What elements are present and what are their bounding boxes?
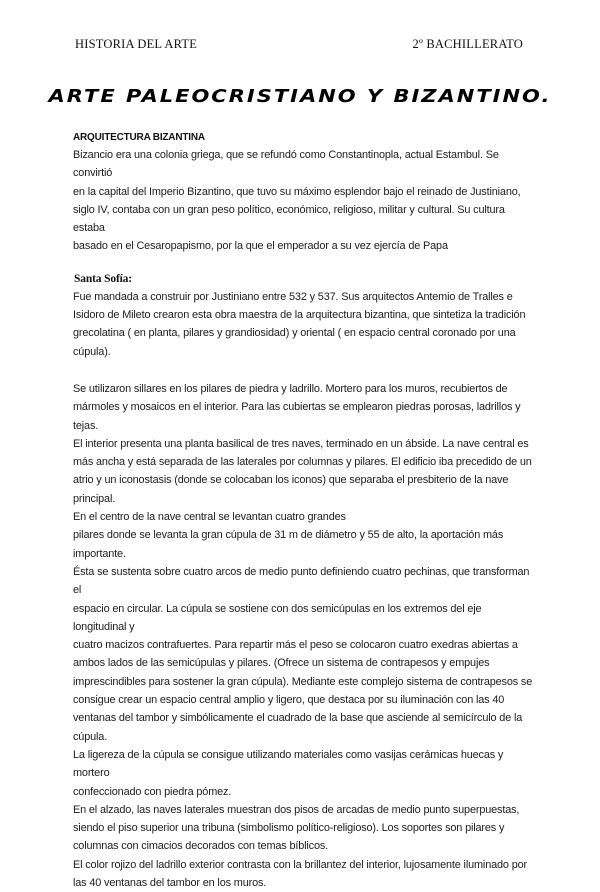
text-line: Fue mandada a construir por Justiniano entre 532 y 537. Sus arquitectos Antemio de Tralles e <box>73 290 513 303</box>
text-line: ventanas del tambor y simbólicamente el cuadrado de la base que asciende al semicírculo de la <box>73 712 523 725</box>
text-line: cúpula). <box>73 345 111 358</box>
text-line: espacio en circular. La cúpula se sostiene con dos semicúpulas en los extremos del eje longitudinal y <box>73 602 482 633</box>
text-line: confeccionado con piedra pómez. <box>73 785 232 798</box>
text-line: atrio y un iconostasis (donde se colocaban los iconos) que separaba el presbiterio de la nave <box>73 474 509 487</box>
text-line: Ésta se sustenta sobre cuatro arcos de medio punto definiendo cuatro pechinas, que transforman el <box>73 565 530 597</box>
text-line: En el alzado, las naves laterales muestran dos pisos de arcadas de medio punto superpuestas, <box>73 803 520 816</box>
text-line: El interior presenta una planta basilical de tres naves, terminado en un ábside. La nave central es <box>73 437 529 450</box>
santa-sofia-heading: Santa Sofía: <box>74 272 132 285</box>
text-line: grecolatina ( en planta, pilares y grandiosidad) y oriental ( en espacio central coronado por una <box>73 327 516 340</box>
text-line: La ligereza de la cúpula se consigue utilizando materiales como vasijas cerámicas huecas y mortero <box>73 748 504 780</box>
text-line: en la capital del Imperio Bizantino, que tuvo su máximo esplendor bajo el reinado de Justiniano, <box>73 185 521 198</box>
paragraph-spacer <box>73 361 533 380</box>
text-line: basado en el Cesaropapismo, por la que el emperador a su vez ejercía de Papa <box>73 240 448 253</box>
text-line: columnas con cimacios decorados con temas bíblicos. <box>73 840 329 853</box>
santa-sofia-paragraph-1 <box>73 288 533 361</box>
text-line: siglo IV, contaba con un gran peso político, económico, religioso, militar y cultural. Su cultura estaba <box>73 203 505 235</box>
santa-sofia-paragraph-2 <box>73 380 533 892</box>
text-line: Bizancio era una colonia griega, que se refundó como Constantinopla, actual Estambul. Se convirtió <box>73 149 499 180</box>
text-line: más ancha y está separada de las laterales por columnas y pilares. El edificio iba precedido de un <box>73 456 532 469</box>
intro-paragraph <box>73 146 533 256</box>
page-title: ARTE PALEOCRISTIANO Y BIZANTINO. <box>48 85 552 107</box>
text-line: En el centro de la nave central se levantan cuatro grandes <box>73 511 346 524</box>
section-heading: ARQUITECTURA BIZANTINA <box>73 132 205 143</box>
text-line: Se utilizaron sillares en los pilares de piedra y ladrillo. Mortero para los muros, recubiertos de <box>73 382 508 395</box>
text-line: principal. <box>73 492 116 505</box>
text-line: imprescindibles para sostener la gran cúpula). Mediante este complejo sistema de contrapesos se <box>73 675 533 688</box>
text-line: El color rojizo del ladrillo exterior contrasta con la brillantez del interior, lujosamente iluminado por <box>73 858 527 871</box>
text-line: pilares donde se levanta la gran cúpula de 31 m de diámetro y 55 de alto, la aportación más <box>73 529 504 542</box>
header-course: 2º BACHILLERATO <box>412 37 523 51</box>
text-line: Isidoro de Mileto crearon esta obra maestra de la arquitectura bizantina, que sintetiza la tradición <box>73 309 526 322</box>
text-line: importante. <box>73 547 126 560</box>
header-subject: HISTORIA DEL ARTE <box>75 37 198 51</box>
text-line: consigue crear un espacio central amplio y ligero, que destaca por su iluminación con las 40 <box>73 694 505 707</box>
text-line: cúpula. <box>73 730 108 743</box>
text-line: cuatro macizos contrafuertes. Para repartir más el peso se colocaron cuatro exedras abiertas a <box>73 639 518 652</box>
document-body <box>73 130 533 892</box>
text-line: siendo el piso superior una tribuna (simbolismo político-religioso). Los soportes son pilares y <box>73 822 505 835</box>
text-line: ambos lados de las semicúpulas y pilares. (Ofrece un sistema de contrapesos y empujes <box>73 657 490 670</box>
text-line: las 40 ventanas del tambor en los muros. <box>73 876 267 889</box>
text-line: mármoles y mosaicos en el interior. Para las cubiertas se emplearon piedras porosas, ladrillos y tejas. <box>73 401 521 432</box>
